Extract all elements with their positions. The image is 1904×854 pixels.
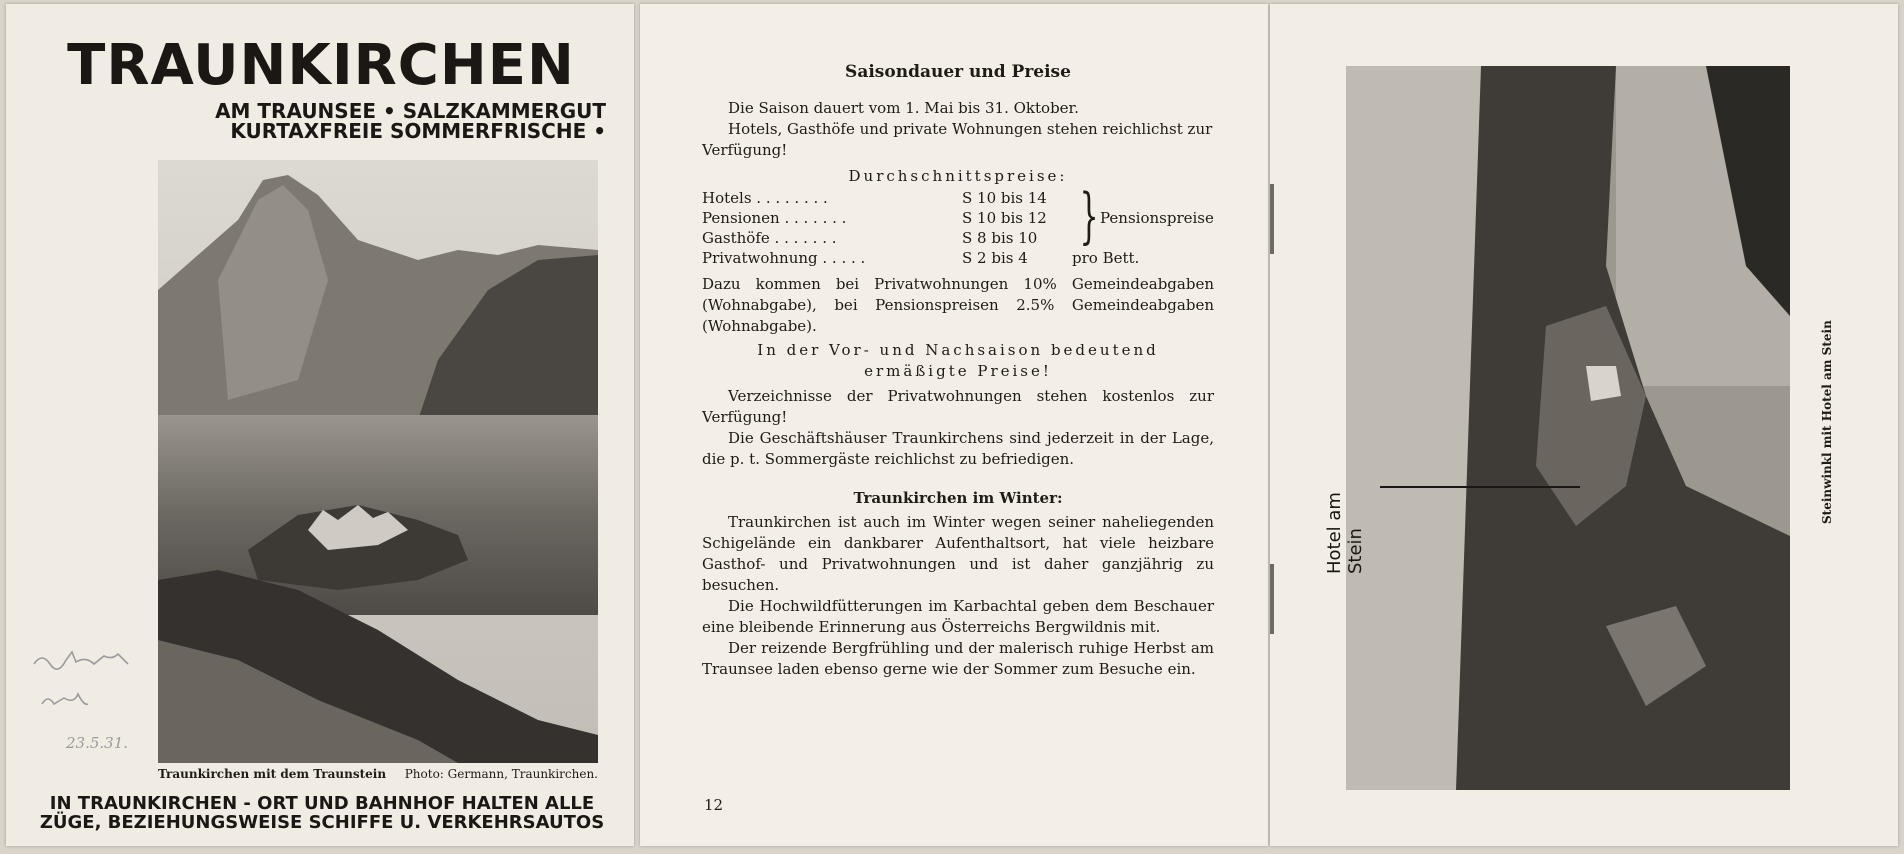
lake-mountain-photo — [158, 160, 598, 763]
cover-title: TRAUNKIRCHEN — [67, 33, 575, 98]
taxes-paragraph: Dazu kommen bei Privatwohnungen 10% Gemeindeabgaben (Wohnabgabe), bei Pensionspreisen 2.5% Gemeindeabgaben (Wohnabgabe). — [702, 275, 1214, 335]
pension-label: Pensionspreise — [1100, 209, 1214, 227]
season-paragraph: Die Saison dauert vom 1. Mai bis 31. Oktober. — [728, 99, 1079, 117]
winter-heading: Traunkirchen im Winter: — [853, 489, 1063, 507]
cover-footer-line1: IN TRAUNKIRCHEN - ORT UND BAHNHOF HALTEN ALLE — [49, 793, 595, 814]
brochure-cover — [6, 4, 634, 846]
binding-staples — [1270, 184, 1280, 604]
price-value: S 8 bis 10 — [962, 228, 1038, 247]
price-row — [702, 228, 1214, 248]
price-row — [702, 248, 1214, 268]
hotel-label: Hotel am Stein — [1324, 492, 1366, 574]
prices-title: Durchschnittspreise: — [848, 167, 1068, 185]
winter-paragraph-2: Die Hochwildfütterungen im Karbachtal geben dem Beschauer eine bleibende Erinnerung aus Österreichs Bergwildnis mit. — [702, 597, 1214, 636]
price-value: S 2 bis 4 — [962, 248, 1028, 267]
cover-footer — [38, 794, 606, 832]
hotel-pointer-line — [1380, 486, 1580, 488]
pencil-date: 23.5.31. — [66, 734, 129, 752]
availability-paragraph: Hotels, Gasthöfe und private Wohnungen stehen reichlichst zur Verfügung! — [702, 120, 1213, 159]
pencil-annotation — [24, 644, 154, 764]
cover-subtitle-line1: AM TRAUNSEE • SALZKAMMERGUT — [215, 99, 606, 123]
price-name: Gasthöfe . . . . . . . — [702, 228, 837, 247]
price-table — [702, 181, 1214, 268]
price-name: Privatwohnung . . . . . — [702, 248, 866, 267]
cover-subtitle-line2: KURTAXFREIE SOMMERFRISCHE • — [230, 119, 606, 143]
price-value: S 10 bis 12 — [962, 208, 1047, 227]
cover-photo-caption — [158, 767, 598, 781]
price-row — [702, 188, 1214, 208]
price-value: S 10 bis 14 — [962, 188, 1047, 207]
cover-photo-credit: Photo: Germann, Traunkirchen. — [404, 767, 598, 781]
photo-page — [1270, 4, 1898, 846]
winter-paragraph-1: Traunkirchen ist auch im Winter wegen seiner naheliegenden Schigelände ein dankbarer Aufenthaltsort, hat viele heizbare Gasthof- und Privatwohnungen und ist daher ganzjährig zu besuchen. — [702, 513, 1214, 594]
village-aerial-illustration — [1346, 66, 1790, 790]
village-photo — [1324, 66, 1790, 790]
text-page — [640, 4, 1268, 846]
photo-page-caption: Steinwinkl mit Hotel am Stein — [1820, 320, 1834, 524]
off-season-paragraph: In der Vor- und Nachsaison bedeutend ermäßigte Preise! — [757, 341, 1159, 380]
cover-caption-text: Traunkirchen mit dem Traunstein — [158, 767, 387, 781]
winter-paragraph-3: Der reizende Bergfrühling und der malerisch ruhige Herbst am Traunsee laden ebenso gerne wie der Sommer zum Besuche ein. — [702, 639, 1214, 678]
cover-footer-line2: ZÜGE, BEZIEHUNGSWEISE SCHIFFE U. VERKEHRSAUTOS — [39, 812, 605, 833]
directory-paragraph: Verzeichnisse der Privatwohnungen stehen kostenlos zur Verfügung! — [702, 387, 1214, 426]
page-number: 12 — [704, 796, 724, 814]
brace-glyph: } — [1079, 181, 1099, 251]
page-heading: Saisondauer und Preise — [845, 62, 1071, 82]
shops-paragraph: Die Geschäftshäuser Traunkirchens sind jederzeit in der Lage, die p. t. Sommergäste reichlichst zu befriedigen. — [702, 429, 1214, 468]
price-name: Hotels . . . . . . . . — [702, 188, 828, 207]
price-name: Pensionen . . . . . . . — [702, 208, 847, 227]
lake-mountain-illustration — [158, 160, 598, 763]
price-extra: pro Bett. — [1072, 248, 1140, 267]
